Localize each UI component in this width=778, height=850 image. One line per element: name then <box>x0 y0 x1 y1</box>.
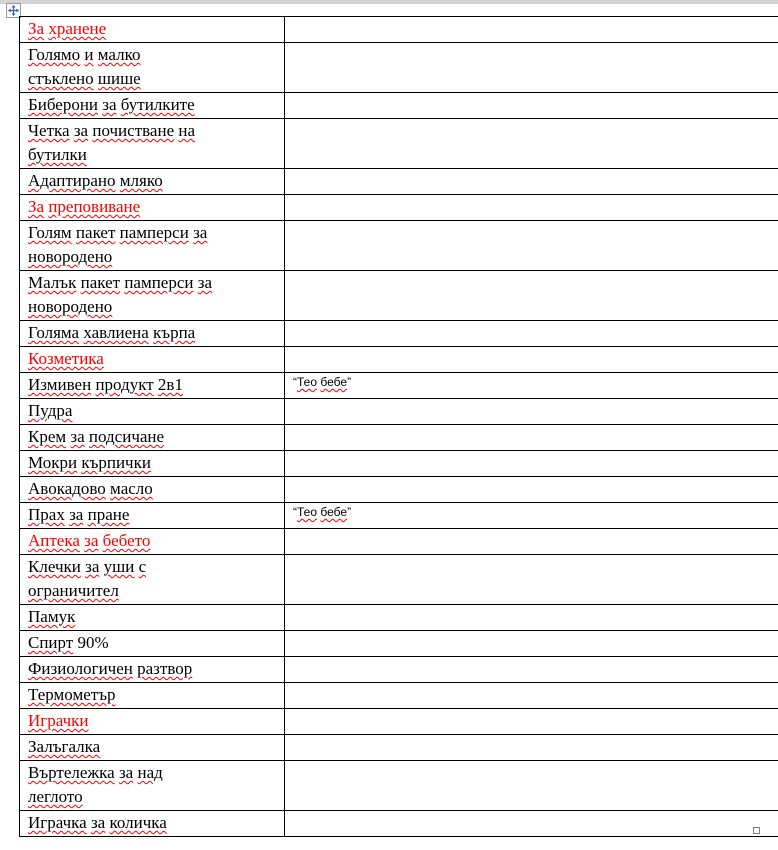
spellcheck-word: кърпички <box>81 453 151 472</box>
value-cell[interactable] <box>285 271 778 321</box>
spellcheck-word: уши <box>103 557 135 576</box>
table-row <box>20 735 778 761</box>
category-cell[interactable] <box>20 529 285 555</box>
spellcheck-word: Мокри <box>28 453 78 472</box>
spellcheck-word: бебе <box>320 375 348 389</box>
spellcheck-word: Козметика <box>28 349 104 368</box>
spellcheck-word: памперси <box>124 273 194 292</box>
table-row <box>20 271 778 321</box>
value-cell[interactable] <box>285 529 778 555</box>
table-row <box>20 17 778 43</box>
value-cell[interactable] <box>285 321 778 347</box>
value-cell[interactable] <box>285 631 778 657</box>
table-row <box>20 425 778 451</box>
spellcheck-word: с <box>138 557 147 576</box>
spellcheck-word: за <box>84 531 99 550</box>
spellcheck-word: хранене <box>48 19 107 38</box>
category-cell[interactable] <box>20 709 285 735</box>
spellcheck-word: памперси <box>119 223 189 242</box>
item-cell[interactable] <box>20 657 285 683</box>
spellcheck-word: стъклено <box>28 69 94 88</box>
table-row <box>20 631 778 657</box>
table-row <box>20 811 778 837</box>
value-cell[interactable]: “Тео бебе” <box>285 373 778 399</box>
spellcheck-word: Авокадово <box>28 479 106 498</box>
spellcheck-word: разтвор <box>137 659 193 678</box>
value-cell[interactable] <box>285 709 778 735</box>
value-cell[interactable] <box>285 347 778 373</box>
move-cross-icon <box>8 5 19 16</box>
item-cell[interactable] <box>20 271 285 321</box>
value-cell[interactable] <box>285 683 778 709</box>
item-cell[interactable] <box>20 735 285 761</box>
value-cell[interactable] <box>285 169 778 195</box>
spellcheck-word: бебе <box>320 505 348 519</box>
spellcheck-word: за <box>73 121 89 140</box>
item-cell[interactable] <box>20 503 285 529</box>
spellcheck-word: за <box>193 223 208 242</box>
spellcheck-word: шише <box>97 69 141 88</box>
spellcheck-word: количка <box>109 813 167 832</box>
item-cell[interactable] <box>20 605 285 631</box>
spellcheck-word: За <box>28 19 45 38</box>
checklist-table <box>19 16 778 837</box>
item-cell[interactable] <box>20 93 285 119</box>
spellcheck-word: бутилките <box>120 95 195 114</box>
item-cell[interactable] <box>20 683 285 709</box>
item-cell[interactable] <box>20 221 285 271</box>
table-row <box>20 761 778 811</box>
item-cell[interactable] <box>20 555 285 605</box>
table-row <box>20 93 778 119</box>
spellcheck-word: Памук <box>28 607 76 626</box>
spellcheck-word: продукт <box>95 375 154 394</box>
category-cell[interactable] <box>20 17 285 43</box>
spellcheck-word: новородено <box>28 247 113 266</box>
item-cell[interactable] <box>20 451 285 477</box>
spellcheck-word: Крем <box>28 427 67 446</box>
value-cell[interactable] <box>285 425 778 451</box>
spellcheck-word: Голям <box>28 223 72 242</box>
spellcheck-word: Клечки <box>28 557 81 576</box>
item-cell[interactable] <box>20 811 285 837</box>
spellcheck-word: преповиване <box>48 197 141 216</box>
spellcheck-word: на <box>178 121 196 140</box>
spellcheck-word: Измивен <box>28 375 92 394</box>
category-cell[interactable] <box>20 347 285 373</box>
table-row <box>20 347 778 373</box>
spellcheck-word: над <box>137 763 163 782</box>
spellcheck-word: почистване <box>92 121 175 140</box>
value-cell[interactable] <box>285 657 778 683</box>
spellcheck-word: бебето <box>102 531 151 550</box>
spellcheck-word: мляко <box>119 171 163 190</box>
value-cell[interactable] <box>285 399 778 425</box>
spellcheck-word: новородено <box>28 297 113 316</box>
table-row <box>20 451 778 477</box>
item-cell[interactable] <box>20 477 285 503</box>
value-cell[interactable] <box>285 43 778 93</box>
table-row <box>20 399 778 425</box>
item-cell[interactable] <box>20 43 285 93</box>
value-cell[interactable] <box>285 555 778 605</box>
spellcheck-word: леглото <box>28 787 83 806</box>
category-cell[interactable] <box>20 195 285 221</box>
spellcheck-word: ограничител <box>28 581 119 600</box>
table-row <box>20 657 778 683</box>
spellcheck-word: пране <box>87 505 130 524</box>
spellcheck-word: за <box>85 557 100 576</box>
spellcheck-word: Четка <box>28 121 70 140</box>
spellcheck-word: подсичане <box>88 427 165 446</box>
value-cell[interactable] <box>285 93 778 119</box>
value-cell[interactable] <box>285 17 778 43</box>
spellcheck-word: за <box>90 813 106 832</box>
item-cell[interactable] <box>20 119 285 169</box>
spellcheck-word: и <box>84 45 94 64</box>
spellcheck-word: Пудра <box>28 401 73 420</box>
table-row <box>20 683 778 709</box>
spellcheck-word: Термометър <box>28 685 116 704</box>
spellcheck-word: за <box>118 763 134 782</box>
spellcheck-word: за <box>70 427 85 446</box>
spellcheck-word: Прах <box>28 505 65 524</box>
spellcheck-word: Въртележка <box>28 763 115 782</box>
spellcheck-word: Аптека <box>28 531 80 550</box>
spellcheck-word: Спирт <box>28 633 74 652</box>
spellcheck-word: кърпа <box>153 323 196 342</box>
value-cell[interactable] <box>285 451 778 477</box>
spellcheck-word: пакет <box>80 273 121 292</box>
value-cell[interactable] <box>285 761 778 811</box>
spellcheck-word: Тео <box>297 505 318 519</box>
table-resize-handle[interactable] <box>753 827 760 834</box>
spellcheck-word: Биберони <box>28 95 99 114</box>
spellcheck-word: пакет <box>75 223 116 242</box>
item-cell[interactable]: Спирт 90% <box>20 631 285 657</box>
spellcheck-word: За <box>28 197 45 216</box>
spellcheck-word: Физиологичен <box>28 659 133 678</box>
spellcheck-word: масло <box>110 479 153 498</box>
value-cell[interactable] <box>285 735 778 761</box>
spellcheck-word: Играчка <box>28 813 87 832</box>
spellcheck-word: Адаптирано <box>28 171 116 190</box>
value-cell[interactable] <box>285 811 778 837</box>
table-row <box>20 119 778 169</box>
table-row <box>20 221 778 271</box>
spellcheck-word: 2в1 <box>157 375 183 394</box>
value-cell[interactable] <box>285 195 778 221</box>
spellcheck-word: малко <box>97 45 141 64</box>
spellcheck-word: Тео <box>297 375 318 389</box>
item-cell[interactable] <box>20 399 285 425</box>
table-row <box>20 321 778 347</box>
table-row <box>20 477 778 503</box>
spellcheck-word: за <box>102 95 117 114</box>
table-row <box>20 43 778 93</box>
value-cell[interactable] <box>285 605 778 631</box>
spellcheck-word: Залъгалка <box>28 737 101 756</box>
table-row <box>20 373 778 399</box>
spellcheck-word: за <box>69 505 84 524</box>
spellcheck-word: бутилки <box>28 145 87 164</box>
table-row <box>20 169 778 195</box>
item-cell[interactable] <box>20 425 285 451</box>
value-cell[interactable] <box>285 477 778 503</box>
spellcheck-word: Голяма <box>28 323 80 342</box>
table-row <box>20 709 778 735</box>
table-row <box>20 503 778 529</box>
item-cell[interactable] <box>20 169 285 195</box>
table-row <box>20 529 778 555</box>
table-row <box>20 195 778 221</box>
item-cell[interactable] <box>20 373 285 399</box>
spellcheck-word: Малък <box>28 273 77 292</box>
spellcheck-word: Играчки <box>28 711 89 730</box>
value-cell[interactable]: “Тео бебе” <box>285 503 778 529</box>
value-cell[interactable] <box>285 119 778 169</box>
page-top-edge <box>0 0 778 4</box>
value-cell[interactable] <box>285 221 778 271</box>
item-cell[interactable] <box>20 761 285 811</box>
spellcheck-word: за <box>197 273 213 292</box>
table-row <box>20 555 778 605</box>
item-cell[interactable] <box>20 321 285 347</box>
spellcheck-word: Голямо <box>28 45 81 64</box>
table-row <box>20 605 778 631</box>
spellcheck-word: хавлиена <box>83 323 149 342</box>
